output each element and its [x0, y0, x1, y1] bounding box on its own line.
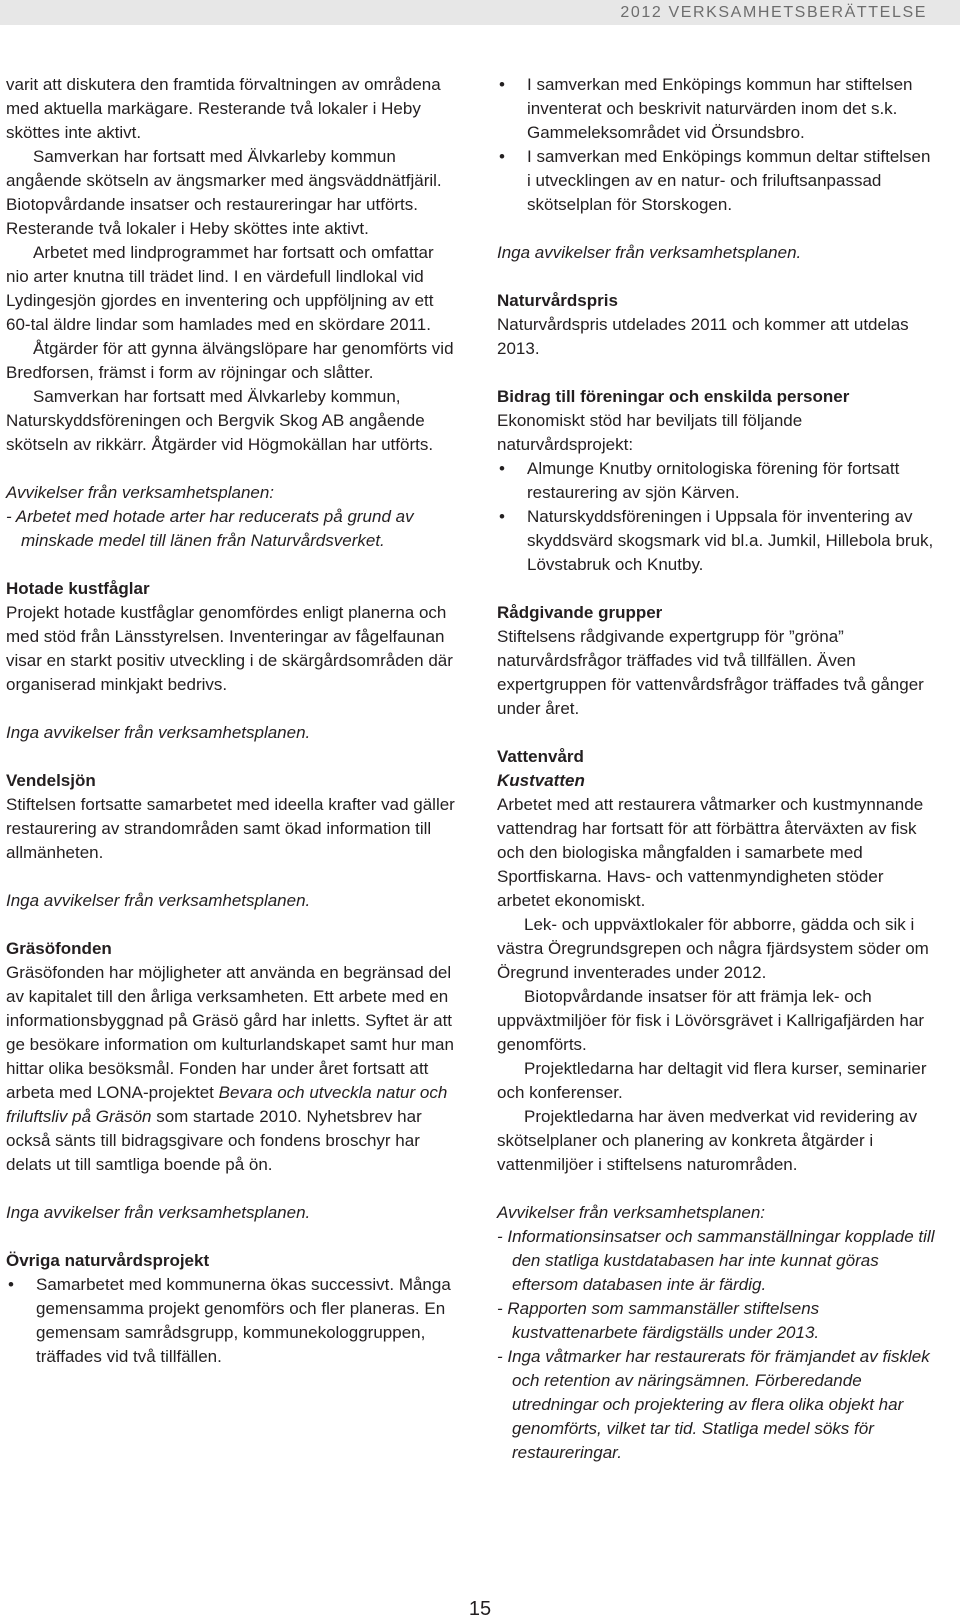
list-item: • Naturskyddsföreningen i Uppsala för inventering av skyddsvärd skogsmark vid bl.a. Jumkil, Hillebola bruk, Lövstabruk och Knutby. [497, 505, 937, 577]
page-header [0, 0, 960, 25]
section-heading-radgivande: Rådgivande grupper [497, 603, 663, 622]
section-heading-graso: Gräsöfonden [6, 939, 112, 958]
intro-paragraph: Samverkan har fortsatt med Älvkarleby kommun angående skötseln av ängsmarker med ängsväddnätfjäril. Biotopvårdande insatser och restaureringar har utförts. Resterande två lokaler i Heby sköttes inte aktivt. [6, 147, 442, 238]
deviation-item: - Rapporten som sammanställer stiftelsens kustvattenarbete färdigställs under 2013. [497, 1299, 820, 1342]
section-heading-vendelsjon: Vendelsjön [6, 771, 96, 790]
no-deviations-note: Inga avvikelser från verksamhetsplanen. [6, 723, 311, 742]
graso-text-before: Gräsöfonden har möjligheter att använda en begränsad del av kapitalet till den årliga verksamheten. Ett arbete med en informationsbyggnad på Gräsö gård har inletts. Syftet är att ge besökare information om kulturlandskapet samt hur man hittar olika besöksmål. Fonden har under året fortsatt att arbeta med LONA-projektet [6, 963, 454, 1102]
vattenvard-paragraph: Projektledarna har även medverkat vid revidering av skötselplaner och planering av konkreta åtgärder i vattenmiljöer i stiftelsens naturområden. [497, 1107, 918, 1174]
header-title: 2012 VERKSAMHETSBERÄTTELSE [620, 3, 927, 21]
bullet-list [497, 73, 937, 217]
deviation-item: - Inga våtmarker har restaurerats för främjandet av fisklek och retention av näringsämnen. Förberedande utredningar och projektering av flera olika objekt har genomförts, vilket tar tid. Statliga medel söks för restaureringar. [497, 1347, 930, 1462]
section-text-vendelsjon: Stiftelsen fortsatte samarbetet med ideella krafter vad gäller restaurering av strandområden samt ökad information till allmänheten. [6, 795, 455, 862]
lona-project-title: Bevara och utveckla natur och friluftsliv på Gräsön [6, 1083, 448, 1126]
vattenvard-paragraph: Projektledarna har deltagit vid flera kurser, seminarier och konferenser. [497, 1059, 927, 1102]
list-item: • Almunge Knutby ornitologiska förening för fortsatt restaurering av sjön Kärven. [497, 457, 937, 505]
no-deviations-note: Inga avvikelser från verksamhetsplanen. [6, 891, 311, 910]
section-text-kustfaglar: Projekt hotade kustfåglar genomfördes enligt planerna och med stöd från Länsstyrelsen. Inventeringar av fågelfaunan visar en starkt positiv utveckling i de skärgårdsområden där organiserad minkjakt bedrivs. [6, 603, 453, 694]
list-item: • I samverkan med Enköpings kommun deltar stiftelsen i utvecklingen av en natur- och friluftsanpassad skötselplan för Storskogen. [497, 145, 937, 217]
right-column [497, 73, 937, 1465]
section-text-radgivande: Stiftelsens rådgivande expertgrupp för ”gröna” naturvårdsfrågor träffades vid två tillfällen. Även expertgruppen för vattenvårdsfrågor träffades två gånger under året. [497, 627, 924, 718]
vattenvard-paragraph: Arbetet med att restaurera våtmarker och kustmynnande vattendrag har fortsatt för att förbättra återväxten av fisk och den biologiska mångfalden i samarbete med Sportfiskarna. Havs- och vattenmyndigheten stöder arbetet ekonomiskt. [497, 795, 924, 910]
list-item: • Samarbetet med kommunerna ökas successivt. Många gemensamma projekt genomförs och fler planeras. En gemensam samrådsgrupp, kommunekologgruppen, träffades vid två tillfällen. [6, 1273, 456, 1369]
intro-paragraph: Samverkan har fortsatt med Älvkarleby kommun, Naturskyddsföreningen och Bergvik Skog AB angående skötseln av rikkärr. Åtgärder vid Högmokällan har utförts. [6, 387, 434, 454]
section-heading-naturvardspris: Naturvårdspris [497, 291, 618, 310]
page-number: 15 [468, 1598, 492, 1620]
vattenvard-paragraph: Biotopvårdande insatser för att främja lek- och uppväxtmiljöer för fisk i Lövörsgrävet i Kallrigafjärden har genomförts. [497, 987, 925, 1054]
list-item: • I samverkan med Enköpings kommun har stiftelsen inventerat och beskrivit naturvärden inom det s.k. Gammeleksområdet vid Örsundsbro. [497, 73, 937, 145]
section-heading-bidrag: Bidrag till föreningar och enskilda personer [497, 387, 850, 406]
graso-text-after: som startade 2010. Nyhetsbrev har också sänts till bidragsgivare och fondens broschyr har delats ut till samtliga boende på ön. [6, 1107, 422, 1174]
section-heading-ovriga: Övriga naturvårdsprojekt [6, 1251, 210, 1270]
intro-paragraph: varit att diskutera den framtida förvaltningen av områdena med aktuella markägare. Resterande två lokaler i Heby sköttes inte aktivt. [6, 75, 441, 142]
section-text-bidrag: Ekonomiskt stöd har beviljats till följande naturvårdsprojekt: [497, 411, 803, 454]
deviations-heading: Avvikelser från verksamhetsplanen: [497, 1203, 766, 1222]
deviation-item: - Arbetet med hotade arter har reducerats på grund av minskade medel till länen från Naturvårdsverket. [6, 507, 414, 550]
deviations-heading: Avvikelser från verksamhetsplanen: [6, 483, 275, 502]
bullet-list [497, 457, 937, 577]
subheading-kustvatten: Kustvatten [497, 771, 585, 790]
intro-paragraph: Åtgärder för att gynna älvängslöpare har genomförts vid Bredforsen, främst i form av röjningar och slåtter. [6, 339, 454, 382]
vattenvard-paragraph: Lek- och uppväxtlokaler för abborre, gädda och sik i västra Öregrundsgrepen och några fjärdsystem söder om Öregrund inventerades under 2012. [497, 915, 929, 982]
section-text-graso [6, 961, 456, 1177]
no-deviations-note: Inga avvikelser från verksamhetsplanen. [6, 1203, 311, 1222]
no-deviations-note: Inga avvikelser från verksamhetsplanen. [497, 243, 802, 262]
section-heading-vattenvard: Vattenvård [497, 747, 584, 766]
bullet-list [6, 1273, 456, 1369]
section-text-naturvardspris: Naturvårdspris utdelades 2011 och kommer att utdelas 2013. [497, 315, 909, 358]
left-column [6, 73, 456, 1369]
intro-paragraph: Arbetet med lindprogrammet har fortsatt och omfattar nio arter knutna till trädet lind. I en värdefull lindlokal vid Lydingesjön gjordes en inventering och uppföljning av ett 60-tal äldre lindar som hamlades med en skördare 2011. [6, 243, 434, 334]
deviation-item: - Informationsinsatser och sammanställningar kopplade till den statliga kustdatabasen har inte kunnat göras eftersom databasen inte är färdig. [497, 1227, 935, 1294]
section-heading-kustfaglar: Hotade kustfåglar [6, 579, 150, 598]
